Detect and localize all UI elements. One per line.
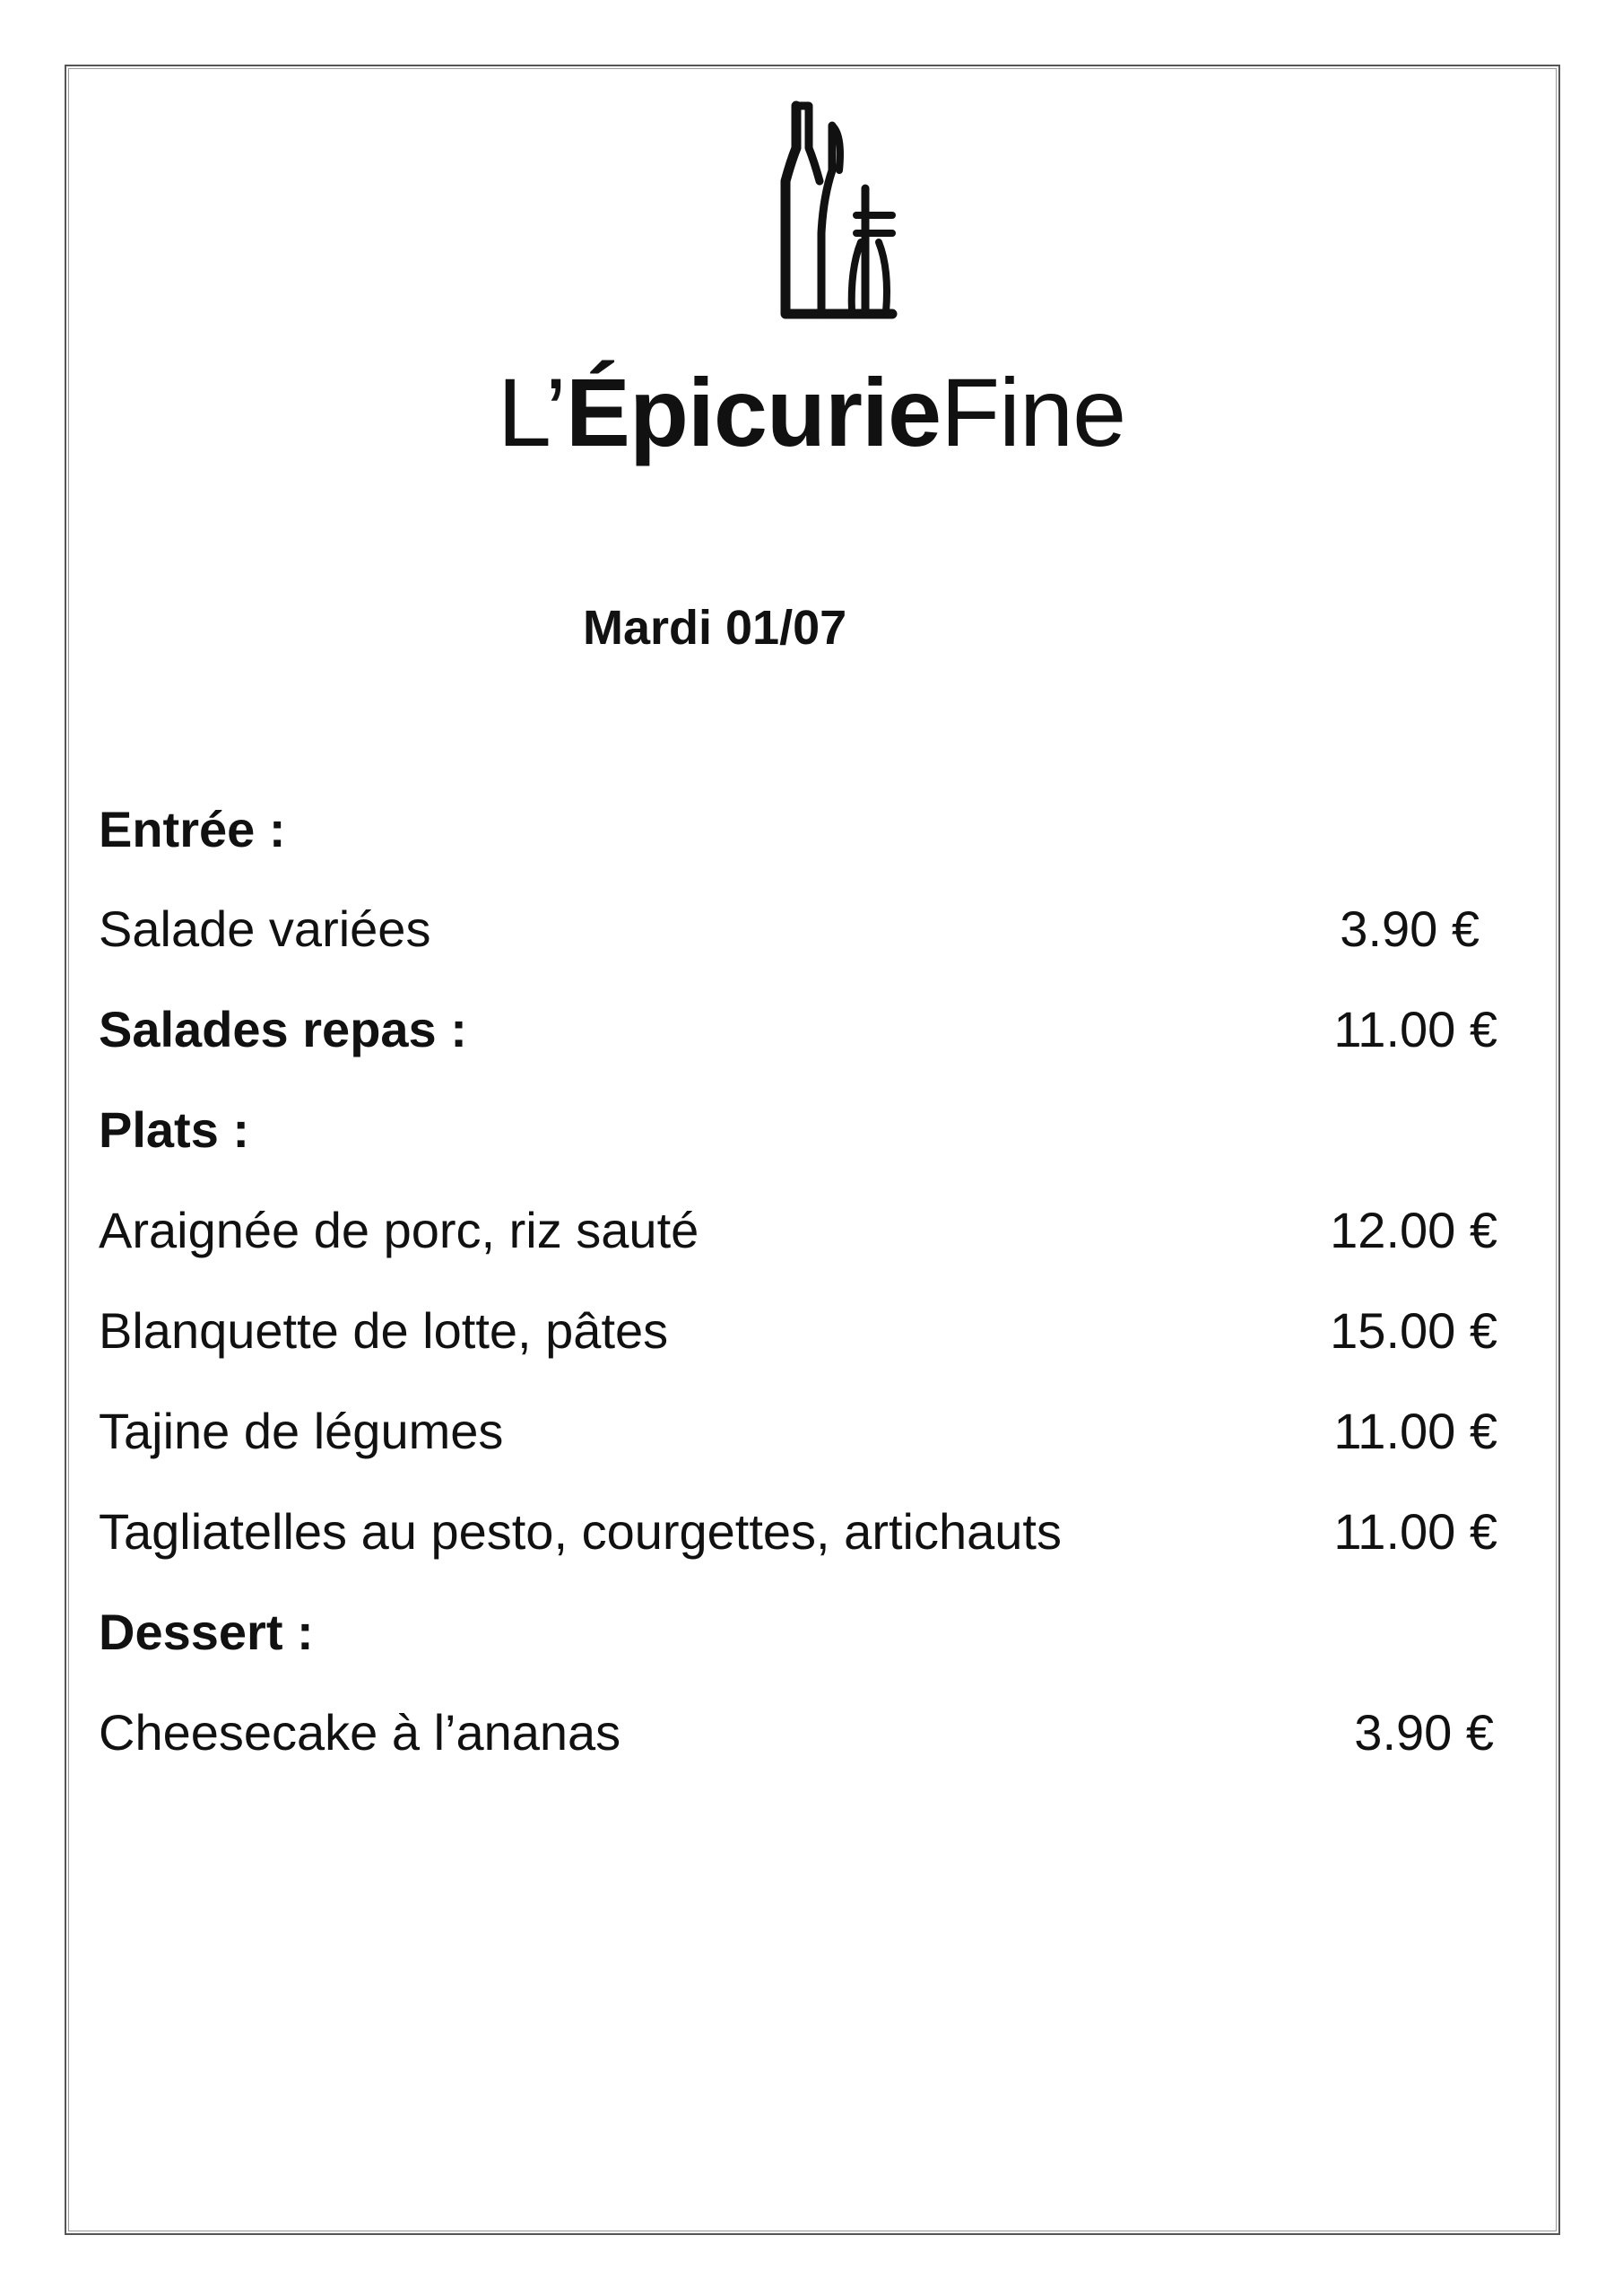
entree-heading-row xyxy=(99,794,1497,865)
menu-date: Mardi 01/07 xyxy=(583,601,847,655)
plats-heading-row xyxy=(99,1094,1497,1166)
menu-item-label: Araignée de porc, riz sauté xyxy=(99,1202,699,1258)
menu-item-row xyxy=(99,893,1497,965)
menu-item-row xyxy=(99,1295,1497,1367)
dessert-heading: Dessert : xyxy=(99,1604,314,1660)
menu-item-row xyxy=(99,1697,1497,1769)
menu-item-label: Salade variées xyxy=(99,900,431,957)
salades-heading: Salades repas : xyxy=(99,1001,467,1057)
brand-part-epicurie: Épicurie xyxy=(565,358,942,466)
menu-item-label: Blanquette de lotte, pâtes xyxy=(99,1302,669,1359)
dessert-heading-row xyxy=(99,1596,1497,1668)
menu-item-row xyxy=(99,1396,1497,1467)
menu-item-price: 11.00 € xyxy=(1333,1503,1497,1560)
salades-repas-row xyxy=(99,994,1497,1065)
menu-item-price: 3.90 € xyxy=(1354,1704,1494,1761)
brand-part-l: L’ xyxy=(497,358,566,466)
menu-item-label: Tagliatelles au pesto, courgettes, artichauts xyxy=(99,1503,1062,1560)
plats-heading: Plats : xyxy=(99,1101,250,1158)
menu-item-price: 11.00 € xyxy=(1333,1403,1497,1459)
brand-wordmark xyxy=(0,350,1623,475)
menu-item-label: Tajine de légumes xyxy=(99,1403,504,1459)
menu-item-row xyxy=(99,1496,1497,1568)
menu-item-label: Cheesecake à l’ananas xyxy=(99,1704,621,1761)
menu-item-price: 3.90 € xyxy=(1340,900,1480,957)
menu-item-row xyxy=(99,1195,1497,1266)
entree-heading: Entrée : xyxy=(99,801,286,857)
bottles-logo-icon xyxy=(771,99,915,323)
menu-item-price: 12.00 € xyxy=(1330,1202,1497,1258)
menu-item-price: 15.00 € xyxy=(1330,1302,1497,1359)
salades-price: 11.00 € xyxy=(1333,1001,1497,1057)
brand-part-fine: Fine xyxy=(941,358,1126,466)
